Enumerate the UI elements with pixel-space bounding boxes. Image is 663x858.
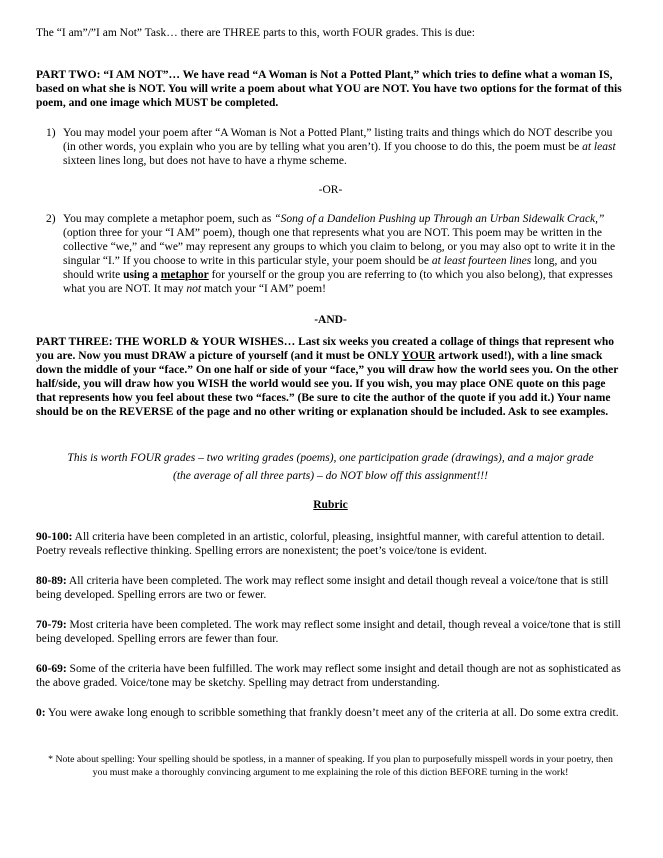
rubric-item-0: [36, 706, 625, 720]
part-three-paragraph: PART THREE: THE WORLD & YOUR WISHES… Last six weeks you created a collage of things that represent who you are. Now you must DRAW a picture of yourself (and it must be ONLY YOUR artwork used!), with a line smack down the middle of your “face.” On one half or side of your “face,” you will draw how the world sees you. On the other half/side, you will draw how you WISH the world would see you. If you wish, you may place ONE quote on this page that represents how you feel about these two “faces.” (Be sure to cite the author of the quote if you add it.) Your name should be on the REVERSE of the page and no other writing or explanation should be included. Ask to see examples.: [36, 336, 619, 418]
rubric-heading: Rubric: [313, 499, 348, 511]
spelling-footnote: * Note about spelling: Your spelling should be spotless, in a manner of speaking. If you plan to purposefully misspell words in your poetry, then you must make a thoroughly convincing argument to me explaining the role of this diction BEFORE turning in the work!: [48, 754, 613, 778]
and-separator: -AND-: [314, 314, 347, 326]
or-separator: -OR-: [318, 184, 343, 196]
part-two-paragraph: PART TWO: “I AM NOT”… We have read “A Woman is Not a Potted Plant,” which tries to define what a woman IS, based on what she is NOT. You will write a poem about what YOU are NOT. You have two options for the format of this poem, and one image which MUST be completed.: [36, 69, 622, 109]
rubric-item-80-89: [36, 574, 625, 602]
rubric-grade-text: All criteria have been completed in an artistic, colorful, pleasing, insightful manner, with careful attention to detail. Poetry reveals reflective thinking. Spelling errors are nonexistent; the poet’s voice/tone is evident.: [36, 531, 605, 557]
rubric-grade-label: 60-69:: [36, 663, 67, 675]
rubric-grade-text: All criteria have been completed. The work may reflect some insight and detail though reveal a voice/tone that is still being developed. Spelling errors are two or fewer.: [36, 575, 609, 601]
rubric-grade-label: 80-89:: [36, 575, 67, 587]
rubric-item-90-100: [36, 530, 625, 558]
rubric-grade-text: Some of the criteria have been fulfilled. The work may reflect some insight and detail though are not as sophisticated as the above graded. Voice/tone may be sketchy. Spelling may detract from understanding.: [36, 663, 621, 689]
list-marker: 2): [46, 213, 56, 225]
rubric-grade-text: You were awake long enough to scribble something that frankly doesn’t meet any of the criteria at all. Do some extra credit.: [45, 707, 619, 719]
rubric-grade-label: 0:: [36, 707, 46, 719]
list-marker: 1): [46, 127, 56, 139]
option-1-item: [46, 126, 625, 168]
grades-note: This is worth FOUR grades – two writing grades (poems), one participation grade (drawings), and a major grade (the average of all three parts) – do NOT blow off this assignment!!!: [67, 452, 594, 482]
rubric-grade-text: Most criteria have been completed. The work may reflect some insight and detail, though reveal a voice/tone that is still being developed. Spelling errors are fewer than four.: [36, 619, 621, 645]
rubric-grade-label: 70-79:: [36, 619, 67, 631]
rubric-grade-label: 90-100:: [36, 531, 73, 543]
option-1-text: You may model your poem after “A Woman is Not a Potted Plant,” listing traits and things which do NOT describe you (in other words, you explain who you are by telling what you aren’t). If you choose to do this, the poem must be at least sixteen lines long, but does not have to have a rhyme scheme.: [63, 127, 616, 167]
rubric-item-60-69: [36, 662, 625, 690]
option-2-text: You may complete a metaphor poem, such as “Song of a Dandelion Pushing up Through an Urban Sidewalk Crack,” (option three for your “I AM” poem), though one that represents what you are NOT. This poem may be written in the collective “we,” and “we” may represent any groups to which you claim to belong, or you may also opt to write it in the singular “I.” If you choose to write in this particular style, your poem should be at least fourteen lines long, and you should write using a metaphor for yourself or the group you are referring to (to which you also belong), that expresses what you are NOT. It may not match your “I AM” poem!: [63, 213, 616, 295]
rubric-item-70-79: [36, 618, 625, 646]
options-list: [36, 126, 625, 296]
option-2-item: [46, 212, 625, 296]
intro-paragraph: The “I am”/”I am Not” Task… there are THREE parts to this, worth FOUR grades. This is due:: [36, 27, 475, 39]
